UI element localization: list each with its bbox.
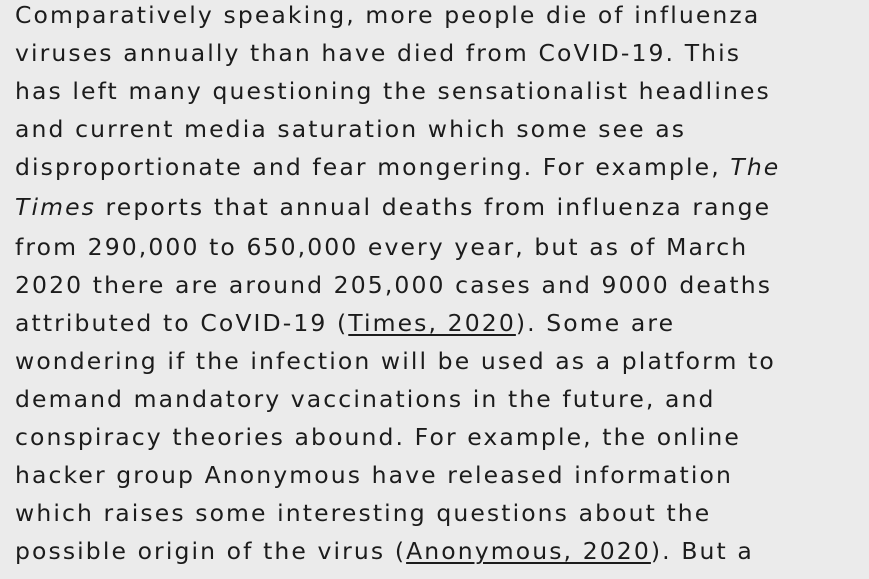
line-text: ). Some are <box>515 309 676 337</box>
citation-link-times[interactable]: Times, 2020 <box>348 309 516 337</box>
line-text: from 290,000 to 650,000 every year, but as of March <box>15 233 749 261</box>
paragraph-line <box>15 532 754 570</box>
line-text: ). But a <box>650 537 754 565</box>
line-text: has left many questioning the sensationalist headlines <box>15 77 771 105</box>
line-text: possible origin of the virus ( <box>15 537 407 565</box>
paragraph-line <box>15 418 741 456</box>
paragraph-line <box>15 266 772 304</box>
paragraph-line <box>15 380 716 418</box>
line-text: disproportionate and fear mongering. For example, <box>15 153 731 181</box>
line-text: hacker group Anonymous have released information <box>15 461 733 489</box>
citation-link-anonymous[interactable]: Anonymous, 2020 <box>406 537 651 565</box>
line-text: which raises some interesting questions about the <box>15 499 712 527</box>
line-text: viruses annually than have died from CoVID-19. This <box>15 39 742 67</box>
paragraph-line <box>15 494 711 532</box>
line-text: reports that annual deaths from influenza range <box>95 193 772 221</box>
paragraph-line <box>15 342 776 380</box>
paragraph-line <box>15 110 686 148</box>
paragraph-line <box>15 228 748 266</box>
line-text: 2020 there are around 205,000 cases and 9000 deaths <box>15 271 773 299</box>
line-text: Comparatively speaking, more people die of influenza <box>15 1 761 29</box>
line-text: conspiracy theories abound. For example, the online <box>15 423 741 451</box>
paragraph-line <box>15 456 733 494</box>
paragraph-line <box>15 188 771 226</box>
line-text: demand mandatory vaccinations in the future, and <box>15 385 716 413</box>
line-text: wondering if the infection will be used as a platform to <box>15 347 776 375</box>
paragraph-line <box>15 72 771 110</box>
paragraph-line <box>15 148 780 186</box>
publication-title: Times <box>15 193 96 221</box>
line-text: attributed to CoVID-19 ( <box>15 309 349 337</box>
paragraph-line <box>15 304 675 342</box>
line-text: and current media saturation which some see as <box>15 115 687 143</box>
publication-title: The <box>730 153 781 181</box>
paragraph-line <box>15 34 741 72</box>
paragraph-line <box>15 0 760 34</box>
